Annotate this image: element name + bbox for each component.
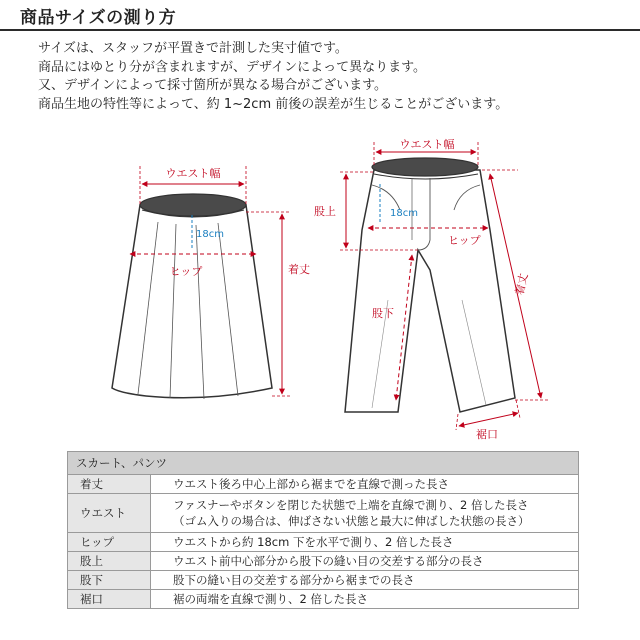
row-key: 裾口 [68, 590, 151, 609]
table-row [68, 475, 579, 494]
skirt-length-label: 着丈 [288, 263, 310, 276]
pants-rise-label: 股上 [314, 205, 336, 218]
intro-line: 商品生地の特性等によって、約 1~2cm 前後の誤差が生じることがございます。 [38, 96, 509, 112]
pants-hip-label: ヒップ [448, 234, 481, 247]
table-row [68, 494, 579, 533]
skirt-illustration [112, 194, 272, 399]
pants-inseam-label: 股下 [372, 307, 394, 320]
table-header: スカート、パンツ [68, 452, 579, 475]
intro-line: サイズは、スタッフが平置きで計測した実寸値です。 [38, 41, 348, 56]
table-row [68, 590, 579, 609]
skirt-hip-label: ヒップ [169, 265, 203, 278]
table-row [68, 571, 579, 590]
row-value: ウエストから約 18cm 下を水平で測り、2 倍した長さ [151, 533, 579, 552]
row-value: ウエスト前中心部分から股下の縫い目の交差する部分の長さ [151, 552, 579, 571]
row-value: 裾の両端を直線で測り、2 倍した長さ [151, 590, 579, 609]
table-row [68, 552, 579, 571]
row-value: ウエスト後ろ中心上部から裾までを直線で測った長さ [151, 475, 579, 494]
row-value-line: （ゴム入りの場合は、伸ばさない状態と最大に伸ばした状態の長さ） [173, 514, 530, 528]
skirt-depth-label: 18cm [196, 229, 224, 240]
row-value: 股下の縫い目の交差する部分から裾までの長さ [151, 571, 579, 590]
skirt-waist-label: ウエスト幅 [165, 167, 221, 180]
row-key: ヒップ [68, 533, 151, 552]
intro-line: 又、デザインによって採寸箇所が異なる場合がございます。 [38, 78, 388, 93]
pants-depth-label: 18cm [390, 208, 418, 219]
pants-hem-label: 裾口 [476, 428, 498, 441]
pants-waist-label: ウエスト幅 [399, 138, 455, 151]
row-key: 着丈 [68, 475, 151, 494]
row-value [151, 494, 579, 533]
row-key: 股上 [68, 552, 151, 571]
table-row [68, 533, 579, 552]
row-key: ウエスト [68, 494, 151, 533]
measurement-table [67, 451, 579, 609]
pants-illustration [345, 158, 515, 412]
row-value-line: ファスナーやボタンを閉じた状態で上端を直線で測り、2 倍した長さ [173, 498, 529, 512]
page-title: 商品サイズの測り方 [20, 8, 177, 28]
row-key: 股下 [68, 571, 151, 590]
pants-length-label: 着丈 [512, 272, 531, 297]
intro-line: 商品にはゆとり分が含まれますが、デザインによって異なります。 [38, 59, 427, 75]
